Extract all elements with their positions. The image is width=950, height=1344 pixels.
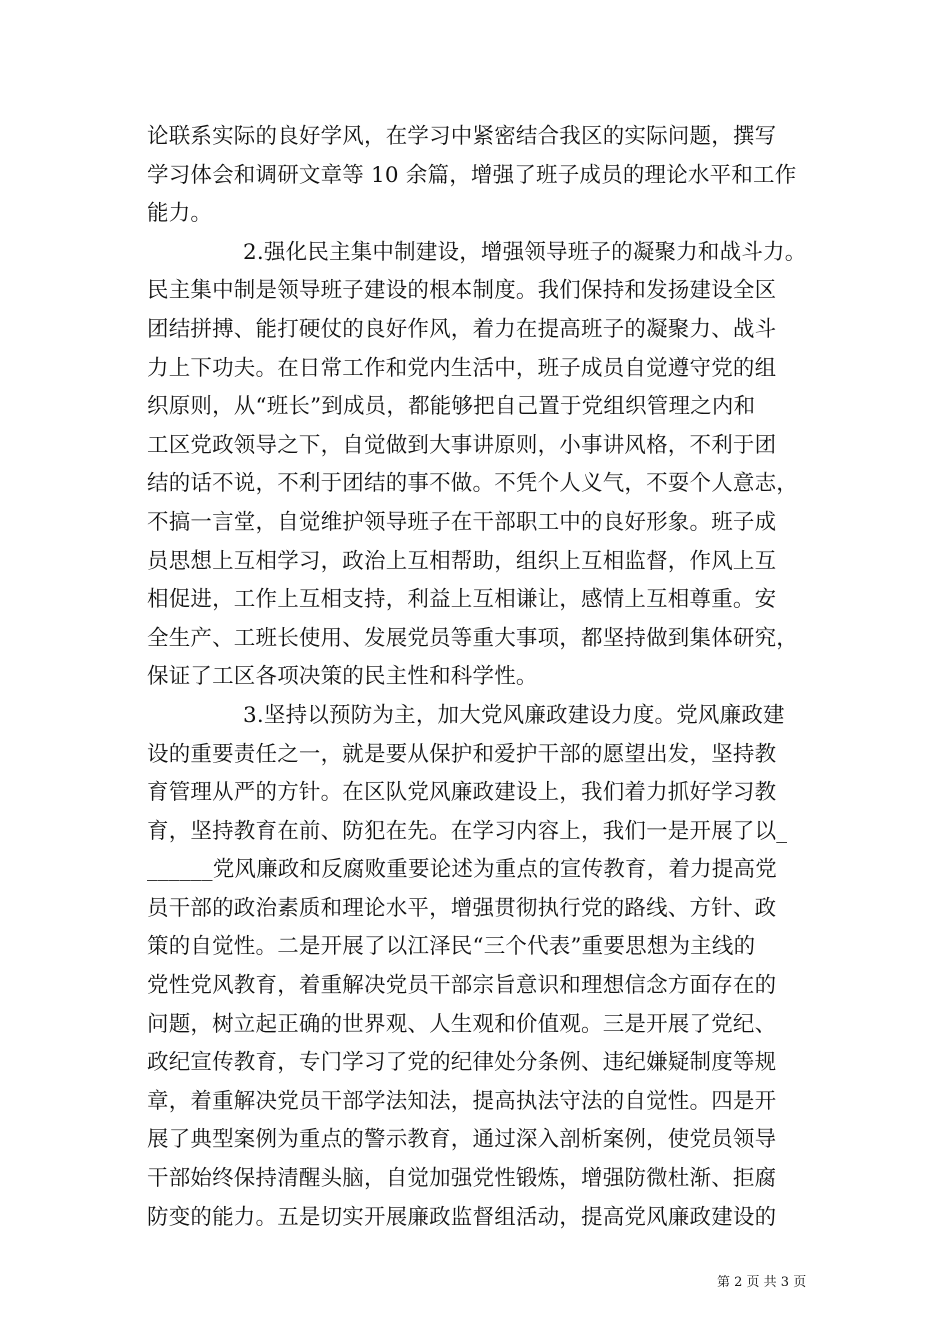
text-line: 保证了工区各项决策的民主性和科学性。: [147, 664, 538, 690]
text-line: 展了典型案例为重点的警示教育，通过深入剖析案例，使党员领导: [147, 1127, 777, 1153]
body-text: [147, 118, 827, 1237]
text-line: 育，坚持教育在前、防犯在先。在学习内容上，我们一是开展了以_: [147, 818, 788, 844]
text-line: 学习体会和调研文章等 10 余篇，增强了班子成员的理论水平和工作: [147, 162, 797, 188]
section-heading-line: 2.强化民主集中制建设，增强领导班子的凝聚力和战斗力。: [243, 239, 807, 265]
text-line: 民主集中制是领导班子建设的根本制度。我们保持和发扬建设全区: [147, 278, 777, 304]
text-line: 相促进，工作上互相支持，利益上互相谦让，感情上互相尊重。安: [147, 587, 777, 613]
text-line: ______党风廉政和反腐败重要论述为重点的宣传教育，着力提高党: [147, 857, 777, 883]
text-line: 员干部的政治素质和理论水平，增强贯彻执行党的路线、方针、政: [147, 895, 777, 921]
text-line: 不搞一言堂，自觉维护领导班子在干部职工中的良好形象。班子成: [147, 509, 777, 535]
text-line: 防变的能力。五是切实开展廉政监督组活动，提高党风廉政建设的: [147, 1204, 777, 1230]
page-number: 第 2 页 共 3 页: [717, 1275, 807, 1290]
text-line: 政纪宣传教育，专门学习了党的纪律处分条例、违纪嫌疑制度等规: [147, 1050, 777, 1076]
text-line: 育管理从严的方针。在区队党风廉政建设上，我们着力抓好学习教: [147, 780, 777, 806]
text-line: 结的话不说，不利于团结的事不做。不凭个人义气，不耍个人意志，: [147, 471, 799, 497]
text-line: 章，着重解决党员干部学法知法，提高执法守法的自觉性。四是开: [147, 1088, 777, 1114]
text-line: 干部始终保持清醒头脑，自觉加强党性锻炼，增强防微杜渐、拒腐: [147, 1166, 777, 1192]
text-line: 策的自觉性。二是开展了以江泽民“三个代表”重要思想为主线的: [147, 934, 756, 960]
text-line: 工区党政领导之下，自觉做到大事讲原则，小事讲风格，不利于团: [147, 432, 777, 458]
text-line: 论联系实际的良好学风，在学习中紧密结合我区的实际问题，撰写: [147, 124, 777, 149]
text-line: 能力。: [147, 201, 213, 227]
text-line: 力上下功夫。在日常工作和党内生活中，班子成员自觉遵守党的组: [147, 355, 777, 381]
text-line: 员思想上互相学习，政治上互相帮助，组织上互相监督，作风上互: [147, 548, 777, 574]
text-line: 党性党风教育，着重解决党员干部宗旨意识和理想信念方面存在的: [147, 973, 777, 999]
text-line: 织原则，从“班长”到成员，都能够把自己置于党组织管理之内和: [147, 394, 756, 420]
text-line: 设的重要责任之一，就是要从保护和爱护干部的愿望出发，坚持教: [147, 741, 777, 767]
section-heading-line: 3.坚持以预防为主，加大党风廉政建设力度。党风廉政建: [243, 702, 785, 728]
text-line: 问题，树立起正确的世界观、人生观和价值观。三是开展了党纪、: [147, 1011, 777, 1037]
text-line: 团结拼搏、能打硬仗的良好作风，着力在提高班子的凝聚力、战斗: [147, 316, 777, 342]
text-line: 全生产、工班长使用、发展党员等重大事项，都坚持做到集体研究，: [147, 625, 799, 651]
